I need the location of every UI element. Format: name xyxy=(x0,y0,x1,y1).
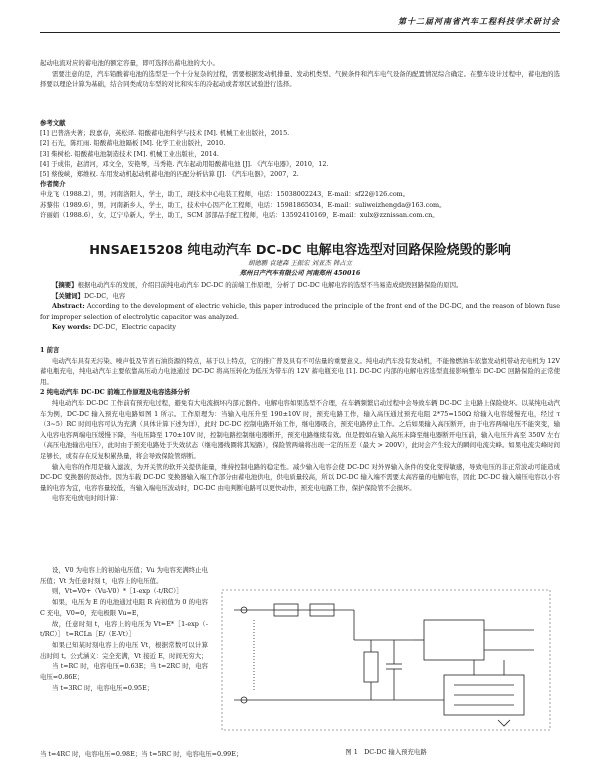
references xyxy=(40,118,560,220)
paper-affiliation: 郑州日产汽车有限公司 河南郑州 450016 xyxy=(239,269,361,277)
abstract-block xyxy=(40,280,560,333)
formula-line: 则，Vt=V0+（Vu-V0）*［1-exp（-t/RC）］ xyxy=(52,587,183,596)
formula-line: 如果已知某时刻电容上的电压 Vt，根据常数可以计算出时间 t。公式涵义：完全充满，Vt 接近 E，时间无穷大； xyxy=(40,640,208,660)
section-1-text: 电动汽车具有无污染、噪声低及节省石油资源的特点，基于以上特点，它的推广普及具有不可估量的重要意义。纯电动汽车没有发动机，不能像燃油车依靠发动机带动充电机为 12V 蓄电瓶充电，纯电动汽车主要依靠高压动力电池通过 DC-DC 将高压转化为低压为带车的 12V 蓄电瓶充电 [1]. DC-DC 内部的电解电容选型直接影响整车 DC-DC 回路保险的正常使用。 xyxy=(40,356,560,386)
formula-line: 如果，电压为 E 的电池通过电阻 R 向初值为 0 的电容 C 充电，V0=0，充电极限 Vu=E， xyxy=(40,598,208,617)
intro-line: 起动电流对应的蓄电池的额定容量，即可选择出蓄电池的大小。 xyxy=(40,59,219,67)
header-title: 第十二届河南省汽车工程科技学术研讨会 xyxy=(398,17,560,26)
section-1-heading: 1 前言 xyxy=(40,346,60,354)
author-bio: 申龙飞（1988.2），男，河南洛阳人，学士，助工，现技术中心电装工程师，电话：15038002243，E-mail：sf22@126.com。 xyxy=(40,190,410,199)
reference-item: [1] 巴普洛夫著；段嘉春，英松译. 铅酸蓄电池科学与技术 [M]. 机械工业出版社，2015. xyxy=(40,129,290,138)
en-keywords-text: DC-DC，Electric capacity xyxy=(93,323,177,332)
abstract-label: 【摘要】 xyxy=(52,281,78,289)
body-section xyxy=(40,345,560,504)
en-abstract-label: Abstract: xyxy=(52,302,85,311)
references-heading: 参考文献 xyxy=(40,119,66,127)
formula-line: 故，任意时刻 t，电容上的电压为 Vt=E*［1-exp（-t/RC）］ t=RCLn［E/（E-Vt）］ xyxy=(40,619,208,639)
abstract-text: 根据电动汽车的发展，介绍目前纯电动汽车 DC-DC 的前端工作原理，分析了 DC-DC 电解电容的选型不当易造成烧毁回路保险的原因。 xyxy=(77,281,463,289)
paper-title: HNSAE15208 纯电动汽车 DC-DC 电解电容选型对回路保险烧毁的影响 xyxy=(89,243,511,258)
author-bios xyxy=(40,189,560,220)
section-2-paragraph: 电容充电放电时间计算： xyxy=(52,494,123,503)
keywords-label: 【关键词】 xyxy=(52,291,84,300)
reference-item: [3] 柴树松. 铅酸蓄电池制造技术 [M]. 机械工业出版社，2014. xyxy=(40,149,219,158)
paper-authors: 胡德鹏 袁建森 王振宏 刘亚杰 韩占立 xyxy=(248,259,352,267)
precharge-circuit-diagram xyxy=(214,580,558,740)
intro-paragraph: 需要注意的是，汽车铅酸蓄电池的选型是一个十分复杂的过程，需要根据发动机排量、发动机类型、气候条件和汽车电气设备的配置情况综合确定。在整车设计过程中，蓄电池的选择要以理论计算为基础，结合同类成功车型的对比和实车的冷起动或者寒区试验进行选择。 xyxy=(40,69,560,89)
formula-line: 设，V0 为电容上的初始电压值；Vu 为电容充满终止电压值；Vt 为任意时刻 t，电容上的电压值。 xyxy=(40,566,208,585)
running-header xyxy=(40,16,560,30)
en-keywords-label: Key words: xyxy=(52,323,91,332)
section-2-heading: 2 纯电动汽车 DC-DC 前端工作原理及电容选择分析 xyxy=(40,388,191,397)
figure-caption: 图 1 DC-DC 输入预充电路 xyxy=(345,748,427,756)
header-rule xyxy=(40,32,560,33)
formula-line: 当 t=3RC 时，电容电压=0.95E； xyxy=(52,683,154,692)
formula-column xyxy=(40,565,208,693)
formula-bottom-line: 当 t=4RC 时，电容电压=0.98E；当 t=5RC 时，电容电压=0.99E； xyxy=(40,750,243,758)
author-bio-heading: 作者简介 xyxy=(40,180,66,189)
author-bio: 苏黎伟（1989.6），男，河南新乡人，学士，助工，技术中心因产化工程师，电话：15981865034，E-mail：suliweizhengda@163.com。 xyxy=(40,200,446,209)
reference-item: [2] 石光，陈红雨. 铅酸蓄电池隔板 [M]. 化学工业出版社，2010. xyxy=(40,139,226,148)
reference-item: [4] 于成伟，赵清河，邓文全，安艳琴，马秀艳. 汽车起动用铅酸蓄电池 [J]. 《汽车电器》，2010，12. xyxy=(40,159,329,168)
section-2-paragraph: 纯电动汽车 DC-DC 工作前有预充电过程，避免有大电流损坏内部元器件。电解电容如果选型不合理，在车辆频繁启动过程中会导致车辆 DC-DC 主电路上保险烧坏。以某纯电动汽车为例，DC-DC 输入预充电电路如图 1 所示。工作原理为：当输入电压升至 190±10V 时，预充电路工作，输入高压通过预充电阻 2*75=150Ω 给输入电容缓慢充电，经过 τ（3~5）RC 时间电容可认为充满（具体计算下述为详），此时 DC-DC 控制电路开始工作，继电器吸合，预充电路停止工作。之后如果输入高压断开，由于电容两端电压不能突变，输入电容电容两端电压缓慢下降，当电压降至 170±10V 时，控制电路控制继电器断开，预充电路继续有效。但是假如在输入高压未降至继电器断开电压前，输入电压升高至 350V 左右（高压电池输出电压），此时由于预充电路处于失效状态（继电器线圈将其短路），保险管两端将出现一定的压差（最大 > 200V），此时会产生较大的瞬间电流尖峰。如果电流尖峰时间足够长，或有存在反复积累热量，将会导致保险管熔断。 xyxy=(40,398,560,460)
formula-line: 当 t=RC 时，电容电压=0.63E；当 t=2RC 时，电容电压=0.86E； xyxy=(40,662,208,682)
en-abstract-text: According to the development of electric vehicle, this paper introduced the principle of the front end of the DC-DC, and the reason of blown fuse for improper selection of electrolytic capacitor was analyzed. xyxy=(40,302,560,321)
intro-text xyxy=(40,58,560,90)
keywords-text: DC-DC，电容 xyxy=(83,291,126,300)
reference-item: [5] 蔡俊峡，郑维权. 车用发动机起动机蓄电池的匹配分析估算 [J]. 《汽车电器》，2007，2. xyxy=(40,170,299,179)
author-bio: 许丽娟（1988.6），女，辽宁阜新人，学士，助工，SCM 部部品手配工程师，电话：13592410169，E-mail：xulx@zznissan.com.cn。 xyxy=(40,210,439,219)
section-2-paragraph: 输入电容的作用是输入滤波，为开关管的软开关提供能量，维持控制电路的稳定性。减少输入电容会使 DC-DC 对外界输入条件的变化变得敏感，导致电压的非正常波动可能造成 DC-DC 变换器的误动作。因为车载 DC-DC 变换器输入端工作部分由蓄电池供电，供电质量较高，所以 DC-DC 输入端不需要太高容量的电解电容，因此 DC-DC 输入端压电容以小容量的电容为宜，电容容量较低，当输入端电压波动时，DC-DC 由电判断电路可以更快动作，预充电电路工作，保护保险管不会损坏。 xyxy=(40,462,560,492)
